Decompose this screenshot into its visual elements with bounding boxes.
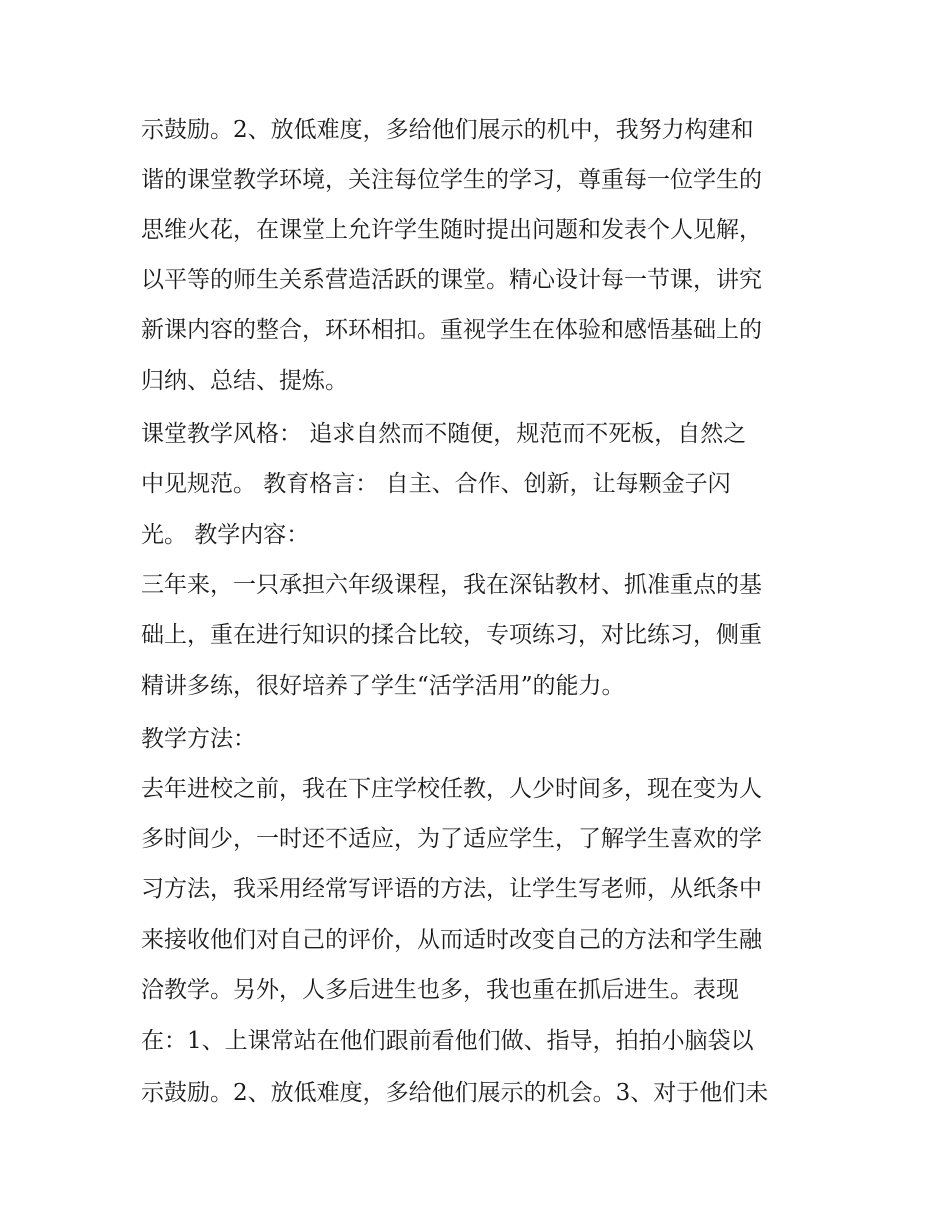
text-line: 三年来，一只承担六年级课程，我在深钻教材、抓准重点的基	[141, 572, 762, 598]
text-line: 示鼓励。2、放低难度，多给他们展示的机会。3、对于他们未	[141, 1080, 769, 1106]
text-line: 去年进校之前，我在下庄学校任教，人少时间多，现在变为人	[141, 776, 762, 802]
text-line: 谐的课堂教学环境，关注每位学生的学习，尊重每一位学生的	[141, 167, 762, 193]
text-line: 归纳、总结、提炼。	[141, 368, 348, 394]
text-line: 中见规范。 教育格言： 自主、合作、创新，让每颗金子闪	[141, 471, 731, 497]
text-line: 以平等的师生关系营造活跃的课堂。精心设计每一节课，讲究	[141, 267, 762, 293]
text-line: 习方法，我采用经常写评语的方法，让学生写老师，从纸条中	[141, 876, 762, 902]
text-line: 光。 教学内容：	[141, 522, 310, 548]
text-line: 精讲多练，很好培养了学生“活学活用”的能力。	[141, 673, 625, 699]
text-line: 在：1、上课常站在他们跟前看他们做、指导，拍拍小脑袋以	[141, 1028, 754, 1054]
text-line: 课堂教学风格： 追求自然而不随便，规范而不死板，自然之	[141, 421, 747, 447]
text-line: 新课内容的整合，环环相扣。重视学生在体验和感悟基础上的	[141, 317, 762, 343]
section-heading: 教学方法：	[141, 726, 256, 752]
text-line: 础上，重在进行知识的揉合比较，专项练习，对比练习，侧重	[141, 622, 762, 648]
text-line: 多时间少，一时还不适应，为了适应学生，了解学生喜欢的学	[141, 826, 762, 852]
text-line: 示鼓励。2、放低难度，多给他们展示的机中，我努力构建和	[141, 117, 754, 143]
text-line: 来接收他们对自己的评价，从而适时改变自己的方法和学生融	[141, 927, 762, 953]
text-line: 思维火花，在课堂上允许学生随时提出问题和发表个人见解，	[141, 217, 762, 243]
text-line: 洽教学。另外，人多后进生也多，我也重在抓后进生。表现	[141, 977, 739, 1003]
